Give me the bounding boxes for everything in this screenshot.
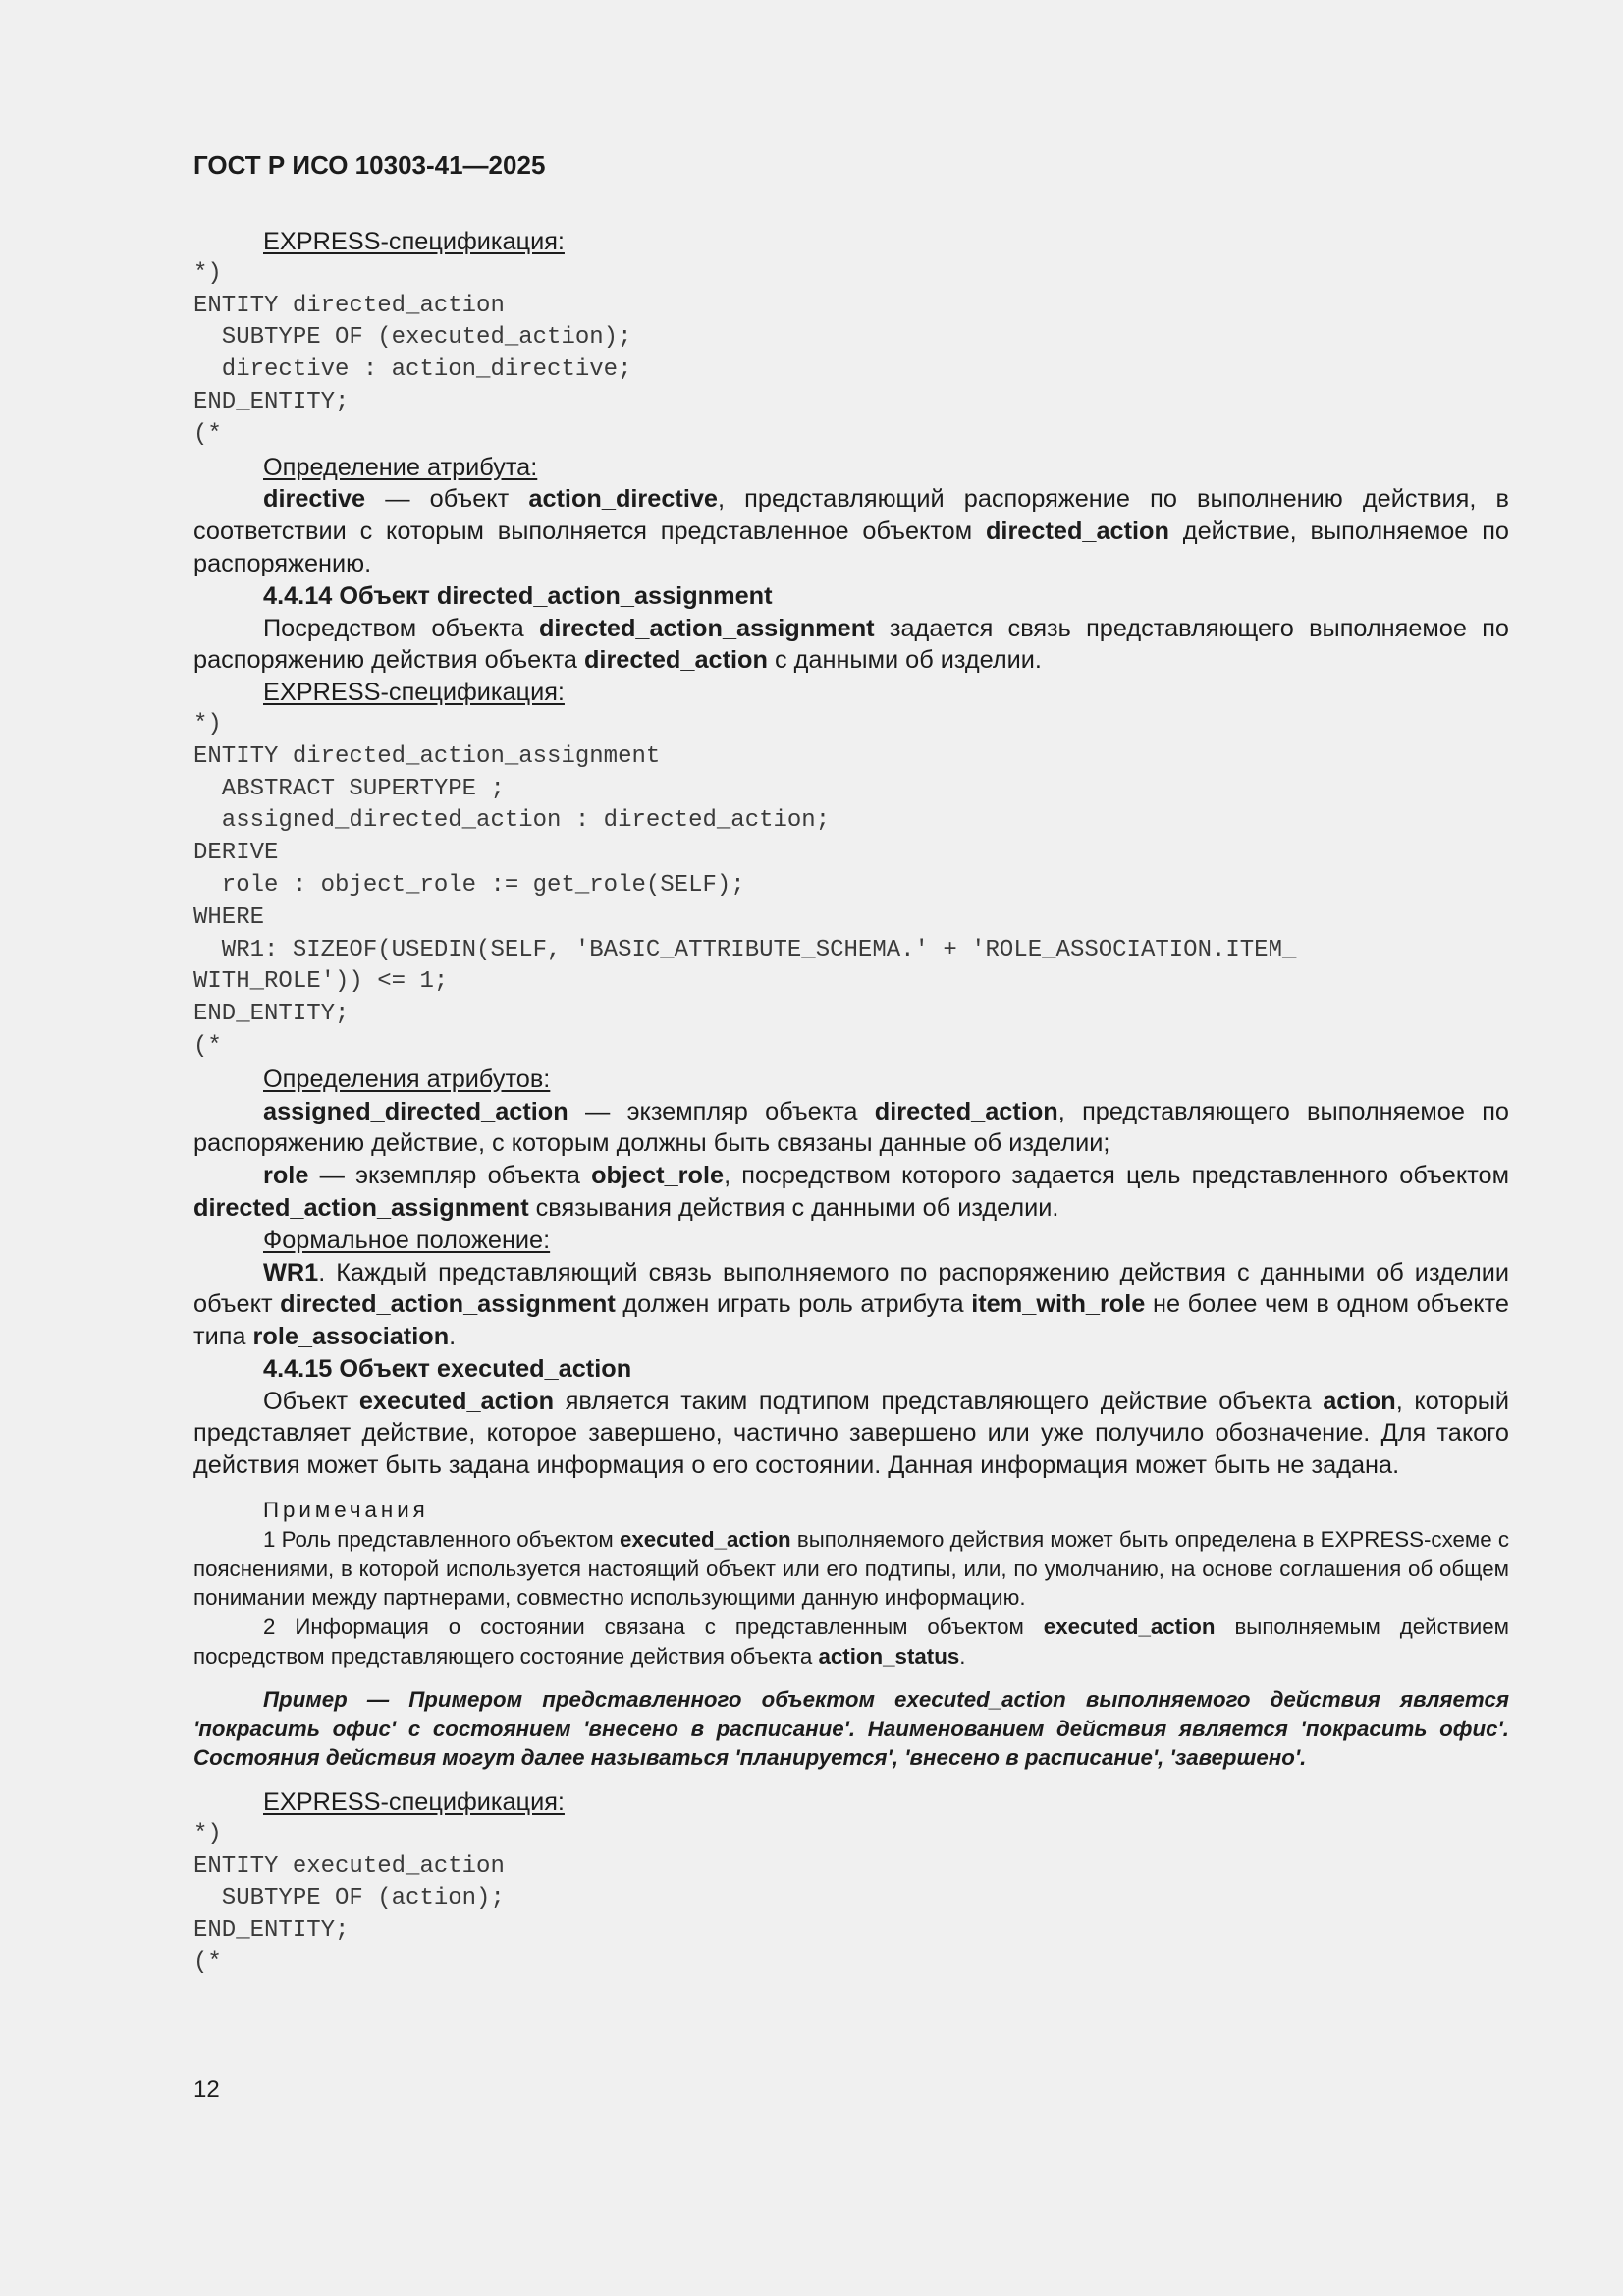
express-code-directed-action-assignment: *) ENTITY directed_action_assignment ABSTRACT SUPERTYPE ; assigned_directed_action : directed_action; DERIVE role : object_role := get_role(SELF); WHERE WR1: SIZEOF(USEDIN(SELF, 'BASIC_ATTRIBUTE_SCHEMA.' + 'ROLE_ASSOCIATION.ITEM_ WITH_ROLE')) <= 1; END_ENTITY; (* [193, 710, 1297, 1060]
page-content [193, 147, 1509, 1980]
assigned-directed-action-definition: assigned_directed_action — экземпляр объекта directed_action, представляющего выполняемое по распоряжению действие, с которым должны быть связаны данные об изделии; [193, 1097, 1509, 1158]
document-header: ГОСТ Р ИСО 10303-41—2025 [193, 150, 546, 180]
page-number: 12 [193, 2076, 220, 2103]
express-code-directed-action: *) ENTITY directed_action SUBTYPE OF (executed_action); directive : action_directive; END_ENTITY; (* [193, 259, 632, 448]
example-paragraph: Пример — Примером представленного объектом executed_action выполняемого действия является 'покрасить офис' с состоянием 'внесено в расписание'. Наименованием действия является 'покрасить офис'. Состояния действия могут далее называться 'планируется', 'внесено в расписание', 'завершено'. [193, 1686, 1509, 1771]
express-spec-label: EXPRESS-спецификация: [263, 1788, 565, 1817]
executed-action-intro: Объект executed_action является таким подтипом представляющего действие объекта action, который представляет действие, которое завершено, частично завершено или уже получило обозначение. Для такого действия может быть задана информация о его состоянии. Данная информация может быть не задана. [193, 1387, 1510, 1480]
directive-definition: directive — объект action_directive, представляющий распоряжение по выполнению действия, в соответствии с которым выполняется представленное объектом directed_action действие, выполняемое по распоряжению. [193, 485, 1509, 577]
express-spec-label: EXPRESS-спецификация: [263, 679, 565, 707]
directed-action-assignment-intro: Посредством объекта directed_action_assignment задается связь представляющего выполняемое по распоряжению действия объекта directed_action с данными об изделии. [193, 614, 1509, 675]
attribute-definition-label: Определение атрибута: [263, 453, 538, 481]
notes-title: Примечания [263, 1498, 429, 1523]
section-heading-4-4-14: 4.4.14 Объект directed_action_assignment [263, 581, 773, 610]
express-code-executed-action: *) ENTITY executed_action SUBTYPE OF (action); END_ENTITY; (* [193, 1821, 505, 1977]
express-spec-label: EXPRESS-спецификация: [263, 228, 565, 255]
note-2: 2 Информация о состоянии связана с представленным объектом executed_action выполняемым действием посредством представляющего состояние действия объекта action_status. [193, 1614, 1509, 1669]
attribute-definitions-label: Определения атрибутов: [263, 1065, 551, 1093]
wr1-rule: WR1. Каждый представляющий связь выполняемого по распоряжению действия с данными об изделии объект directed_action_assignment должен играть роль атрибута item_with_role не более чем в одном объекте типа role_association. [193, 1258, 1509, 1351]
formal-proposition-label: Формальное положение: [263, 1226, 551, 1254]
note-1: 1 Роль представленного объектом executed_action выполняемого действия может быть определена в EXPRESS-схеме с пояснениями, в которой используется настоящий объект или его подтипы, или, по умолчанию, на основе соглашения об общем понимании между партнерами, совместно использующими данную информацию. [193, 1526, 1509, 1611]
section-heading-4-4-15: 4.4.15 Объект executed_action [263, 1354, 632, 1383]
role-definition: role — экземпляр объекта object_role, посредством которого задается цель представленного объектом directed_action_assignment связывания действия с данными об изделии. [193, 1162, 1509, 1222]
